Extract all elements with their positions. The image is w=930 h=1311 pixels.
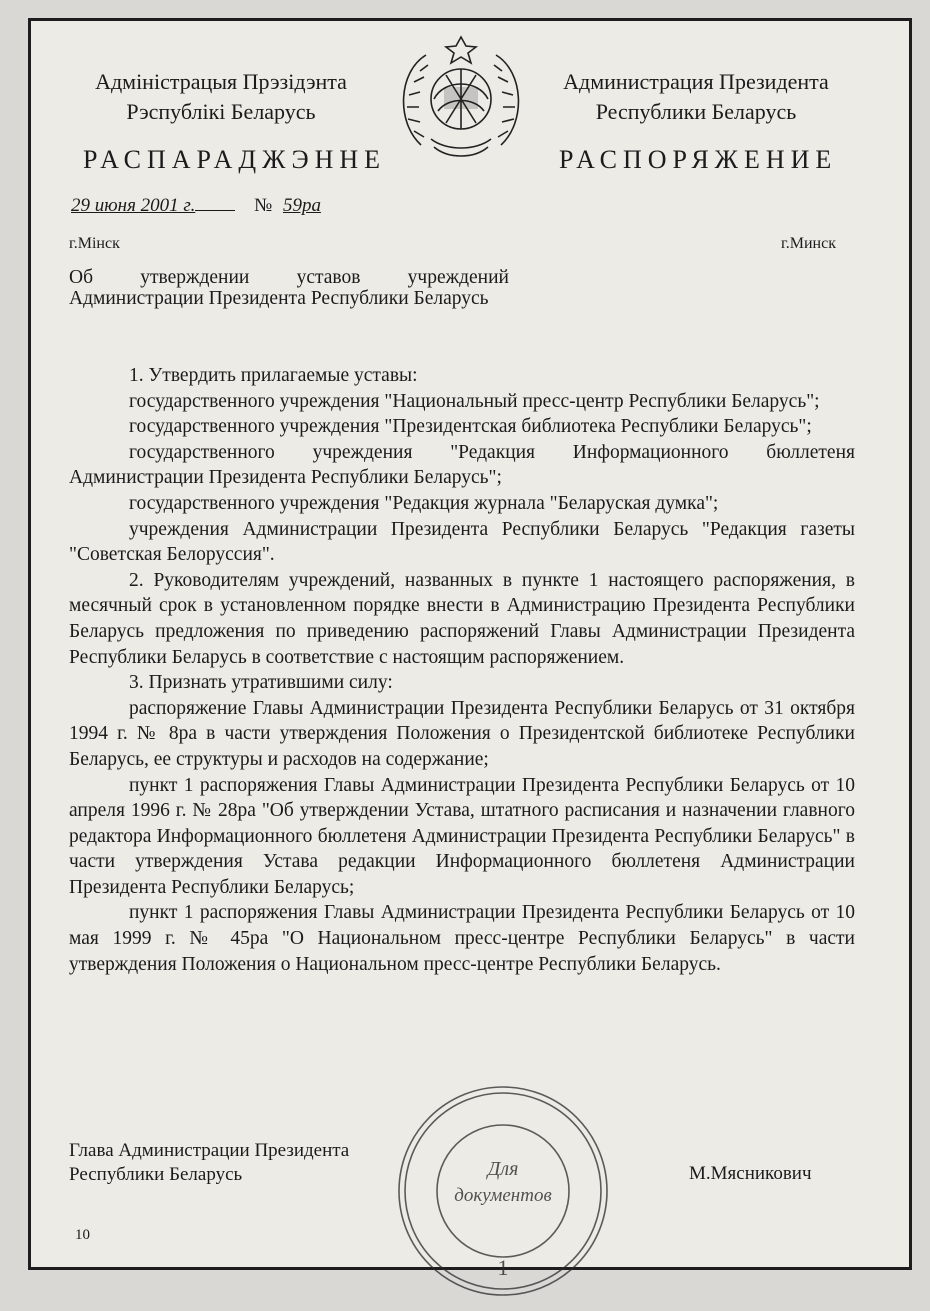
paragraph-1d: государственного учреждения "Редакция журнала "Беларуская думка"; (129, 492, 719, 514)
paragraph-1a: государственного учреждения "Национальный пресс-центр Республики Беларусь"; (129, 390, 820, 412)
stamp-center-line2: документов (454, 1185, 552, 1206)
doc-date: 29 июня 2001 г. (71, 195, 196, 216)
header-by-line1: Адміністрацыя Прэзідэнта (95, 69, 347, 94)
paragraph-1b: государственного учреждения "Президентская библиотека Республики Беларусь"; (129, 416, 812, 438)
document-page (28, 18, 912, 1280)
stamp-number: 1 (497, 1255, 509, 1280)
doc-body (69, 363, 855, 977)
paragraph-2: 2. Руководителям учреждений, названных в пункте 1 настоящего распоряжения, в месячный срок в установленном порядке внести в Администрацию Президента Республики Беларусь предложения по приведению распоряжений Главы Администрации Президента Республики Беларусь в соответствие с настоящим распоряжением. (69, 569, 855, 668)
paragraph-1: 1. Утвердить прилагаемые уставы: (129, 365, 418, 386)
paragraph-3c: пункт 1 распоряжения Главы Администрации Президента Республики Беларусь от 10 мая 1999 г. № 45ра "О Национальном пресс-центре Республики Беларусь" в части утверждения Положения о Национальном пресс-центре Республики Беларусь. (69, 902, 855, 975)
state-emblem-icon (386, 27, 536, 167)
doc-date-number (71, 195, 321, 217)
paragraph-3b: пункт 1 распоряжения Главы Администрации Президента Республики Беларусь от 10 апреля 1996 г. № 28ра "Об утверждении Устава, штатного расписания и назначении главного редактора Информационного бюллетеня Администрации Президента Республики Беларусь" в части утверждения Устава редакции Информационного бюллетеня Администрации Президента Республики Беларусь; (69, 774, 855, 898)
signature-name: М.Мясникович (689, 1163, 812, 1184)
city-russian: г.Минск (781, 235, 836, 252)
stamp-center-line1: Для (487, 1158, 519, 1180)
doc-type-belarusian: РАСПАРАДЖЭННЕ (83, 145, 387, 174)
page-number: 10 (75, 1227, 90, 1243)
header-ru-line1: Администрация Президента (563, 69, 829, 94)
paragraph-1c: государственного учреждения "Редакция Информационного бюллетеня Администрации Президента Республики Беларусь"; (69, 441, 855, 489)
header-ru-line2: Республики Беларусь (595, 99, 797, 124)
paragraph-3: 3. Признать утратившими силу: (129, 672, 393, 694)
doc-number: 59ра (282, 195, 321, 216)
paragraph-1e: учреждения Администрации Президента Республики Беларусь "Редакция газеты "Советская Белоруссия". (69, 518, 855, 566)
header-belarusian (71, 67, 371, 127)
signature-title (69, 1139, 349, 1187)
paragraph-3a: распоряжение Главы Администрации Президента Республики Беларусь от 31 октября 1994 г. № 8ра в части утверждения Положения о Президентской библиотеке Республики Беларусь, ее структуры и расходов на содержание; (69, 697, 855, 770)
signature-title-line1: Глава Администрации Президента (69, 1140, 350, 1161)
official-stamp (383, 1071, 623, 1311)
doc-type-russian: РАСПОРЯЖЕНИЕ (559, 145, 838, 174)
header-by-line2: Рэспублікі Беларусь (126, 99, 316, 124)
doc-subject: Об утверждении уставов учреждений Администрации Президента Республики Беларусь (69, 267, 509, 309)
city-belarusian: г.Мінск (69, 235, 120, 252)
doc-number-label: № (254, 195, 273, 216)
header-russian (526, 67, 866, 127)
signature-title-line2: Республики Беларусь (69, 1164, 243, 1185)
